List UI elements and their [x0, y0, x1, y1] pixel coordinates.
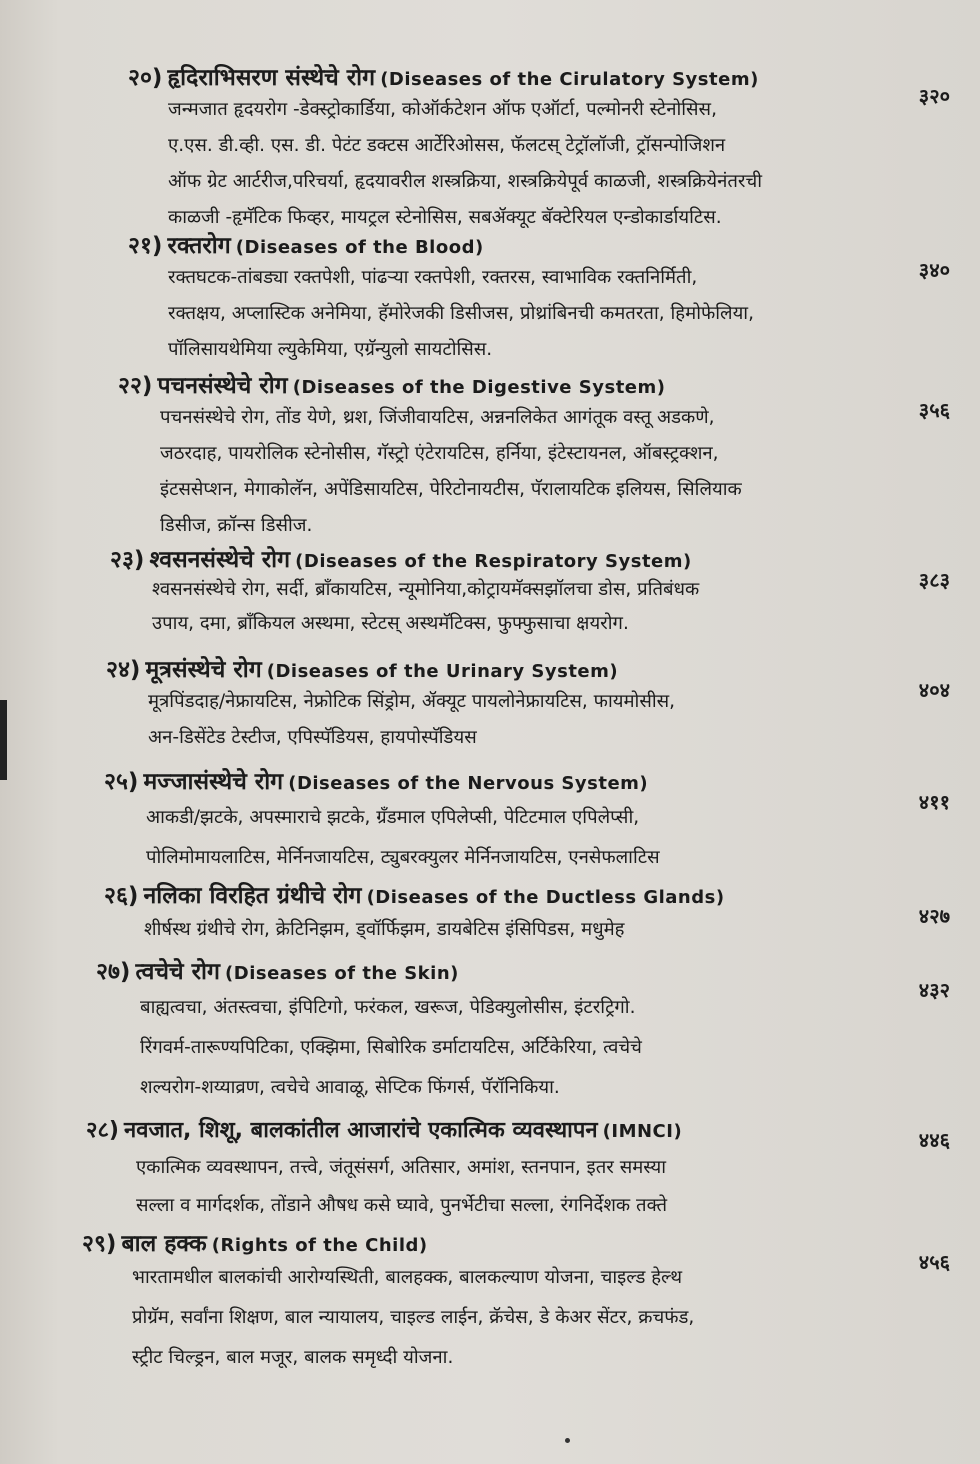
- entry-heading: [106, 652, 618, 684]
- entry-english-title: (Rights of the Child): [211, 1235, 428, 1256]
- entry-description-line: रक्तक्षय, अप्लास्टिक अनेमिया, हॅमोरेजकी डिसीजस, प्रोथ्रांबिनची कमतरता, हिमोफेलिया,: [168, 303, 754, 324]
- entry-title: नलिका विरहित ग्रंथीचे रोग: [143, 883, 362, 909]
- entry-description-line: जन्मजात हृदयरोग -डेक्स्ट्रोकार्डिया, कोऑर्कटेशन ऑफ एऑर्टा, पल्मोनरी स्टेनोसिस,: [168, 99, 717, 120]
- entry-description-line: मूत्रपिंडदाह/नेफ्रायटिस, नेफ्रोटिक सिंड्रोम, ॲक्यूट पायलोनेफ्रायटिस, फायमोसीस,: [148, 691, 676, 712]
- entry-page-number: ४५६: [918, 1250, 950, 1274]
- entry-description-line: श्वसनसंस्थेचे रोग, सर्दी, ब्रॉंकायटिस, न्यूमोनिया,कोट्रायमॅक्सझॉलचा डोस, प्रतिबंधक: [152, 579, 700, 600]
- entry-title: पचनसंस्थेचे रोग: [157, 373, 288, 399]
- entry-number: २६): [104, 883, 139, 909]
- entry-page-number: ३२०: [918, 84, 950, 108]
- entry-english-title: (Diseases of the Blood): [235, 237, 484, 258]
- entry-english-title: (Diseases of the Digestive System): [292, 377, 666, 398]
- entry-description-line: पचनसंस्थेचे रोग, तोंड येणे, थ्रश, जिंजीवायटिस, अन्ननलिकेत आगंतूक वस्तू अडकणे,: [160, 407, 715, 428]
- entry-description-line: रक्तघटक-तांबड्या रक्तपेशी, पांढऱ्या रक्तपेशी, रक्तरस, स्वाभाविक रक्तनिर्मिती,: [168, 267, 698, 288]
- entry-description-line: सल्ला व मार्गदर्शक, तोंडाने औषध कसे घ्यावे, पुनर्भेटीचा सल्ला, रंगनिर्देशक तक्ते: [136, 1195, 668, 1216]
- entry-description-line: पोलिमोमायलाटिस, मेर्निनजायटिस, ट्युबरक्युलर मेर्निनजायटिस, एनसेफलाटिस: [146, 847, 660, 868]
- entry-heading: [104, 878, 725, 910]
- entry-english-title: (IMNCI): [602, 1121, 683, 1142]
- entry-english-title: (Diseases of the Skin): [225, 963, 459, 984]
- ink-dot: [565, 1438, 570, 1443]
- entry-heading: [118, 368, 666, 400]
- entry-title: बाल हक्क: [121, 1231, 207, 1257]
- entry-heading: [82, 1226, 428, 1258]
- entry-number: २०): [128, 65, 163, 91]
- entry-number: २४): [106, 657, 141, 683]
- entry-description-line: रिंगवर्म-तारूण्यपिटिका, एक्झिमा, सिबोरिक डर्माटायटिस, अर्टिकेरिया, त्वचेचे: [140, 1037, 642, 1058]
- entry-title: मूत्रसंस्थेचे रोग: [145, 657, 262, 683]
- entry-number: २८): [86, 1118, 119, 1143]
- entry-english-title: (Diseases of the Urinary System): [266, 661, 619, 682]
- entry-title: मज्जासंस्थेचे रोग: [143, 769, 284, 795]
- entry-title: नवजात, शिशू, बालकांतील आजारांचे एकात्मिक व्यवस्थापन: [124, 1118, 598, 1143]
- entry-title: श्वसनसंस्थेचे रोग: [149, 547, 291, 573]
- entry-english-title: (Diseases of the Respiratory System): [295, 551, 692, 572]
- entry-number: २५): [104, 769, 139, 795]
- entry-description-line: आकडी/झटके, अपस्माराचे झटके, ग्रॅंडमाल एपिलेप्सी, पेटिटमाल एपिलेप्सी,: [146, 807, 640, 828]
- entry-number: २९): [82, 1231, 117, 1257]
- entry-page-number: ३८३: [918, 568, 950, 592]
- entry-description-line: डिसीज, क्रॉन्स डिसीज.: [160, 515, 313, 536]
- entry-description-line: एकात्मिक व्यवस्थापन, तत्त्वे, जंतूसंसर्ग, अतिसार, अमांश, स्तनपान, इतर समस्या: [136, 1157, 667, 1178]
- entry-page-number: ४०४: [918, 678, 950, 702]
- entry-english-title: (Diseases of the Ductless Glands): [366, 887, 725, 908]
- entry-description-line: भारतामधील बालकांची आरोग्यस्थिती, बालहक्क, बालकल्याण योजना, चाइल्ड हेल्थ: [132, 1267, 683, 1288]
- binding-shadow: [0, 700, 7, 780]
- entry-heading: [110, 542, 692, 574]
- entry-description-line: शल्यरोग-शय्याव्रण, त्वचेचे आवाळू, सेप्टिक फिंगर्स, पॅरॉनिकिया.: [140, 1077, 560, 1098]
- entry-description-line: काळजी -हृमॅटिक फिव्हर, मायट्रल स्टेनोसिस, सबॲक्यूट बॅक्टेरियल एन्डोकार्डायटिस.: [168, 207, 722, 228]
- entry-description-line: प्रोग्रॅम, सर्वांना शिक्षण, बाल न्यायालय, चाइल्ड लाईन, क्रॅचेस, डे केअर सेंटर, क्रचफंड,: [132, 1307, 695, 1328]
- entry-number: २७): [96, 959, 131, 985]
- entry-description-line: स्ट्रीट चिल्ड्रन, बाल मजूर, बालक समृध्दी योजना.: [132, 1347, 454, 1368]
- entry-number: २१): [128, 233, 163, 259]
- entry-english-title: (Diseases of the Cirulatory System): [380, 69, 759, 90]
- entry-title: त्वचेचे रोग: [135, 959, 220, 985]
- entry-page-number: ४११: [918, 790, 950, 814]
- entry-description-line: जठरदाह, पायरोलिक स्टेनोसीस, गॅस्ट्रो एंटेरायटिस, हर्निया, इंटेस्टायनल, ऑबस्ट्रक्शन,: [160, 443, 719, 464]
- entry-description-line: बाह्यत्वचा, अंतस्त्वचा, इंपिटिगो, फरंकल, खरूज, पेडिक्युलोसीस, इंटरट्रिगो.: [140, 997, 636, 1018]
- entry-heading: [86, 1114, 682, 1144]
- entry-heading: [128, 228, 484, 260]
- entry-description-line: ए.एस. डी.व्ही. एस. डी. पेटंट डक्टस आर्टेरिओसस, फॅलटस् टेट्रॉलॉजी, ट्रॉसन्पोजिशन: [168, 135, 726, 156]
- entry-description-line: ऑफ ग्रेट आर्टरीज,परिचर्या, हृदयावरील शस्त्रक्रिया, शस्त्रक्रियेपूर्व काळजी, शस्त्रक्रियेनंतरची: [168, 171, 763, 192]
- entry-page-number: ३५६: [918, 398, 950, 422]
- entry-page-number: ४२७: [918, 904, 950, 928]
- entry-description-line: शीर्षस्थ ग्रंथीचे रोग, क्रेटिनिझम, ड्वॉर्फिझम, डायबेटिस इंसिपिडस, मधुमेह: [144, 919, 625, 940]
- entry-heading: [104, 764, 648, 796]
- entry-title: रक्तरोग: [167, 233, 231, 259]
- entry-heading: [96, 954, 459, 986]
- entry-description-line: इंटससेप्शन, मेगाकोलॅन, अपेंडिसायटिस, पेरिटोनायटीस, पॅरालायटिक इलियस, सिलियाक: [160, 479, 742, 500]
- entry-heading: [128, 60, 759, 92]
- entry-description-line: पॉलिसायथेमिया ल्युकेमिया, एग्रॅन्युलो सायटोसिस.: [168, 339, 493, 360]
- entry-description-line: अन-डिसेंटेड टेस्टीज, एपिस्पॅडियस, हायपोस्पॅडियस: [148, 727, 477, 748]
- entry-title: हृदिराभिसरण संस्थेचे रोग: [167, 65, 376, 91]
- entry-page-number: ४३२: [918, 978, 950, 1002]
- entry-number: २२): [118, 373, 153, 399]
- entry-number: २३): [110, 547, 145, 573]
- entry-page-number: ३४०: [918, 258, 950, 282]
- entry-english-title: (Diseases of the Nervous System): [288, 773, 649, 794]
- entry-description-line: उपाय, दमा, ब्रॉंकियल अस्थमा, स्टेटस् अस्थमॅटिक्स, फुफ्फुसाचा क्षयरोग.: [152, 613, 629, 634]
- entry-page-number: ४४६: [918, 1128, 950, 1152]
